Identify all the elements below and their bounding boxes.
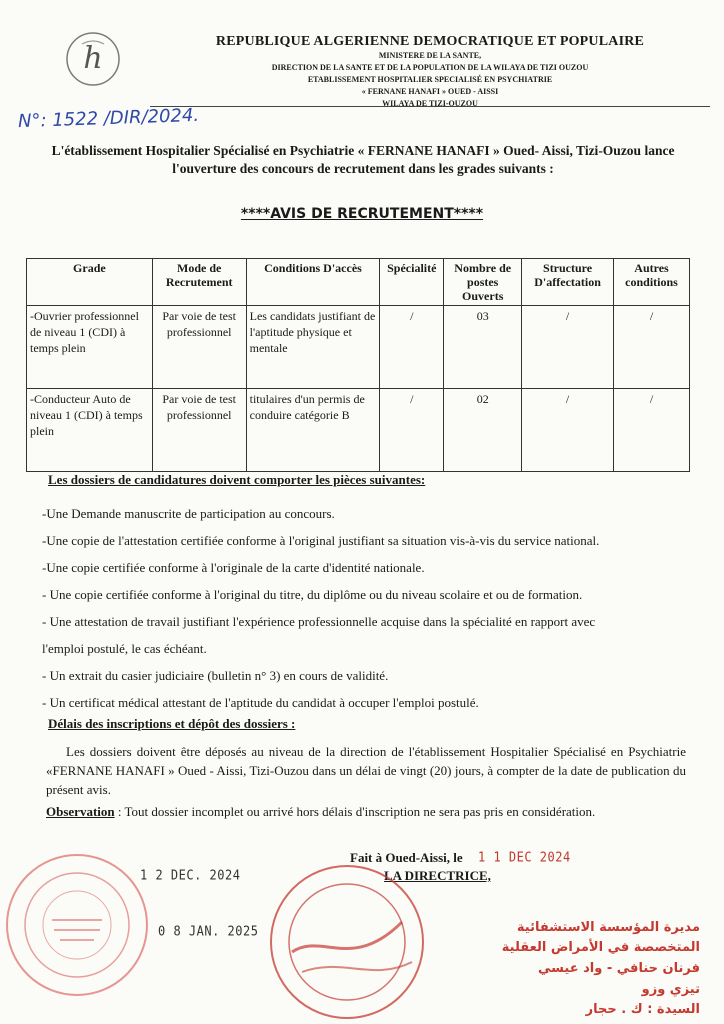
hospital-line: « FERNANE HANAFI » OUED - AISSI: [361, 87, 499, 96]
cell-conditions: Les candidats justifiant de l'aptitude physique et mentale: [246, 306, 380, 389]
table-row: [27, 306, 690, 389]
cell-grade: -Conducteur Auto de niveau 1 (CDI) à temps plein: [27, 389, 153, 472]
list-item: - Une copie certifiée conforme à l'original du titre, du diplôme ou du niveau scolaire et ou de formation.: [42, 587, 583, 602]
table-row: [27, 389, 690, 472]
delais-text: Les dossiers doivent être déposés au niveau de la direction de l'établissement Hospitalier Spécialisé en Psychiatrie «FERNANE HANAFI » Oued - Aissi, Tizi-Ouzou dans un délai de vingt (20) jours, à compter de la date de publication du présent avis.: [46, 744, 686, 797]
recruitment-table: [26, 258, 690, 472]
header-postes: Nombre de postes Ouverts: [444, 259, 522, 306]
list-item: -Une copie de l'attestation certifiée conforme à l'original justifiant sa situation vis-à-vis du service national.: [42, 533, 600, 548]
cell-specialite: /: [380, 306, 444, 389]
header-divider: [150, 106, 710, 107]
observation: [46, 804, 696, 820]
arabic-stamp-line: تيزي وزو: [641, 982, 700, 997]
establishment-line: ETABLISSEMENT HOSPITALIER SPECIALISÉ EN PSYCHIATRIE: [307, 75, 553, 84]
notice-title: ****AVIS DE RECRUTEMENT****: [240, 206, 484, 222]
wilaya-line: WILAYA DE TIZI-OUZOU: [382, 99, 478, 108]
second-date-stamp: 0 8 JAN. 2025: [158, 923, 259, 939]
signature-date-stamp: 1 1 DEC 2024: [478, 849, 571, 865]
direction-line: DIRECTION DE LA SANTE ET DE LA POPULATION DE LA WILAYA DE TIZI OUZOU: [271, 63, 589, 72]
list-item: - Une attestation de travail justifiant l'expérience professionnelle acquise dans la spécialité en rapport avec: [42, 614, 596, 629]
received-date-stamp: 1 2 DEC. 2024: [140, 867, 241, 883]
cell-autres: /: [614, 306, 690, 389]
svg-text:h: h: [83, 41, 103, 76]
delais-heading: Délais des inscriptions et dépôt des dossiers :: [48, 716, 296, 731]
cell-mode: Par voie de test professionnel: [152, 389, 246, 472]
header-grade: Grade: [27, 259, 153, 306]
arabic-stamp-line: مديرة المؤسسة الاستشفائية: [516, 920, 700, 935]
ministry-line: MINISTERE DE LA SANTE,: [378, 51, 482, 60]
arabic-stamp-line: فرنان حنافي - واد عيسي: [538, 961, 700, 976]
dossiers-heading: Les dossiers de candidatures doivent comporter les pièces suivantes:: [48, 472, 426, 487]
header-structure: Structure D'affectation: [522, 259, 614, 306]
cell-specialite: /: [380, 389, 444, 472]
cell-postes: 03: [444, 306, 522, 389]
intro-text: L'établissement Hospitalier Spécialisé en Psychiatrie « FERNANE HANAFI » Oued- Aissi, Tizi-Ouzou lance l'ouverture des concours de recrutement dans les grades suivants :: [51, 143, 675, 176]
signature-place: Fait à Oued-Aissi, le: [350, 850, 463, 865]
cell-structure: /: [522, 306, 614, 389]
agency-round-stamp: [2, 850, 152, 1000]
signature-title: LA DIRECTRICE,: [384, 868, 491, 883]
arabic-stamp-line: السيدة : ك . حجار: [585, 1002, 700, 1017]
list-item: l'emploi postulé, le cas échéant.: [42, 641, 207, 656]
header-conditions: Conditions D'accès: [246, 259, 380, 306]
republic-title: REPUBLIQUE ALGERIENNE DEMOCRATIQUE ET POPULAIRE: [215, 34, 645, 49]
header-specialite: Spécialité: [380, 259, 444, 306]
cell-conditions: titulaires d'un permis de conduire catégorie B: [246, 389, 380, 472]
hospital-logo: [62, 28, 124, 90]
dossiers-list: [42, 500, 692, 716]
cell-mode: Par voie de test professionnel: [152, 306, 246, 389]
cell-autres: /: [614, 389, 690, 472]
cell-structure: /: [522, 389, 614, 472]
header-mode: Mode de Recrutement: [152, 259, 246, 306]
letterhead: [150, 34, 710, 110]
list-item: - Un certificat médical attestant de l'aptitude du candidat à occuper l'emploi postulé.: [42, 695, 479, 710]
cell-grade: -Ouvrier professionnel de niveau 1 (CDI) à temps plein: [27, 306, 153, 389]
arabic-stamp-line: المتخصصة في الأمراض العقلية: [501, 940, 700, 955]
reference-number: N°: 1522 /DIR/2024.: [17, 104, 200, 133]
list-item: -Une copie certifiée conforme à l'originale de la carte d'identité nationale.: [42, 560, 425, 575]
hospital-round-stamp: [262, 862, 432, 1022]
observation-text: : Tout dossier incomplet ou arrivé hors délais d'inscription ne sera pas pris en considération.: [114, 804, 596, 819]
table-header-row: [27, 259, 690, 306]
list-item: -Une Demande manuscrite de participation au concours.: [42, 506, 335, 521]
observation-label: Observation: [46, 804, 115, 819]
list-item: - Un extrait du casier judiciaire (bulletin n° 3) en cours de validité.: [42, 668, 389, 683]
header-autres: Autres conditions: [614, 259, 690, 306]
cell-postes: 02: [444, 389, 522, 472]
